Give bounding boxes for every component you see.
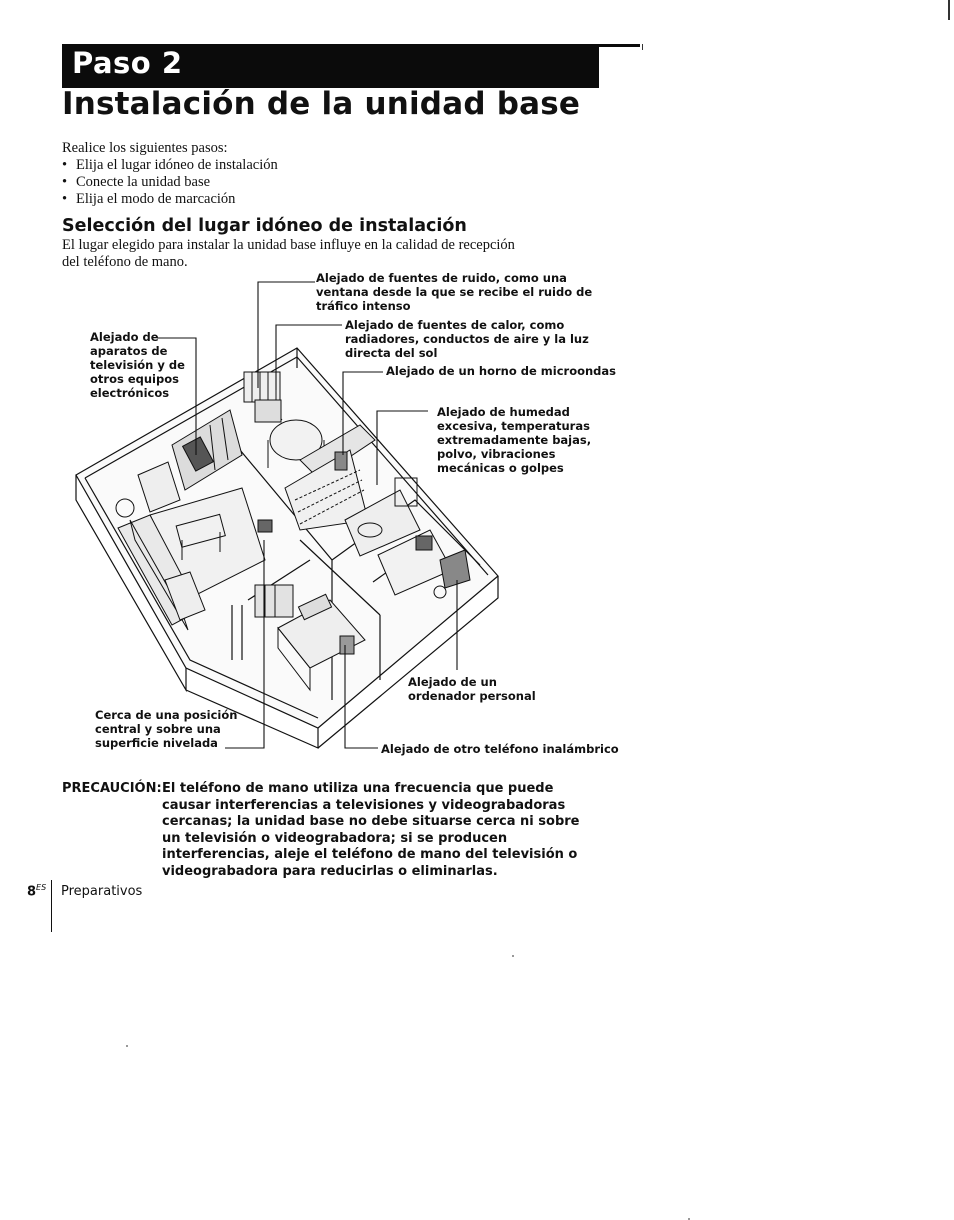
callout-line: otros equipos [90,372,179,386]
scan-speck [126,1045,128,1047]
page-number [27,883,46,899]
page-number-value: 8 [27,884,37,900]
callout-line: Cerca de una posición [95,708,238,722]
callout-line: ordenador personal [408,689,536,703]
callout-noise [316,271,592,313]
page-language-suffix: ES [36,883,47,892]
callout-tv [90,330,185,400]
caution-text: El teléfono de mano utiliza una frecuencia que puede causar interferencias a televisiones y videograbadoras cercanas; la unidad base no debe situarse cerca ni sobre un televisión o videograbadora; si se producen interferencias, aleje el teléfono de mano del televisión o videograbadora para reducirlas o eliminarlas. [162,781,580,879]
callout-line: tráfico intenso [316,299,411,313]
callout-line: radiadores, conductos de aire y la luz [345,332,589,346]
callout-line: central y sobre una [95,722,221,736]
scan-speck [642,44,643,50]
scan-speck [512,955,514,957]
callout-heat [345,318,589,360]
callout-computer [408,675,536,703]
page-title: Instalación de la unidad base [62,86,581,122]
list-item: • Elija el modo de marcación [62,191,278,208]
callout-line: superficie nivelada [95,736,218,750]
callout-line: Alejado de humedad [437,405,570,419]
callout-line: electrónicos [90,386,170,400]
callout-line: Alejado de fuentes de ruido, como una [316,271,567,285]
callout-microwave: Alejado de un horno de microondas [386,364,617,378]
callout-cordless: Alejado de otro teléfono inalámbrico [381,742,619,756]
callout-humidity [437,405,591,475]
callout-line: ventana desde la que se recibe el ruido de [316,285,593,299]
footer-divider [51,880,52,932]
scan-speck [948,0,950,20]
callout-line: polvo, vibraciones [437,447,556,461]
caution-label: PRECAUCIÓN: [62,781,162,796]
footer-section-name: Preparativos [61,884,143,899]
section-title: Selección del lugar idóneo de instalación [62,216,467,236]
callout-line: extremadamente bajas, [437,433,592,447]
list-item: • Elija el lugar idóneo de instalación [62,157,278,174]
list-item: • Conecte la unidad base [62,174,278,191]
callout-line: Alejado de un [408,675,497,689]
intro-text: Realice los siguientes pasos: [62,140,228,156]
callout-line: directa del sol [345,346,438,360]
callout-line: televisión y de [90,358,185,372]
callout-line: Alejado de fuentes de calor, como [345,318,565,332]
callout-line: excesiva, temperaturas [437,419,590,433]
section-text: El lugar elegido para instalar la unidad base influye en la calidad de recepción del teléfono de mano. [62,237,515,270]
callout-line: aparatos de [90,344,168,358]
callout-center [95,708,237,750]
step-label: Paso 2 [72,46,183,80]
callout-line: Alejado de [90,330,159,344]
callout-line: mecánicas o golpes [437,461,564,475]
